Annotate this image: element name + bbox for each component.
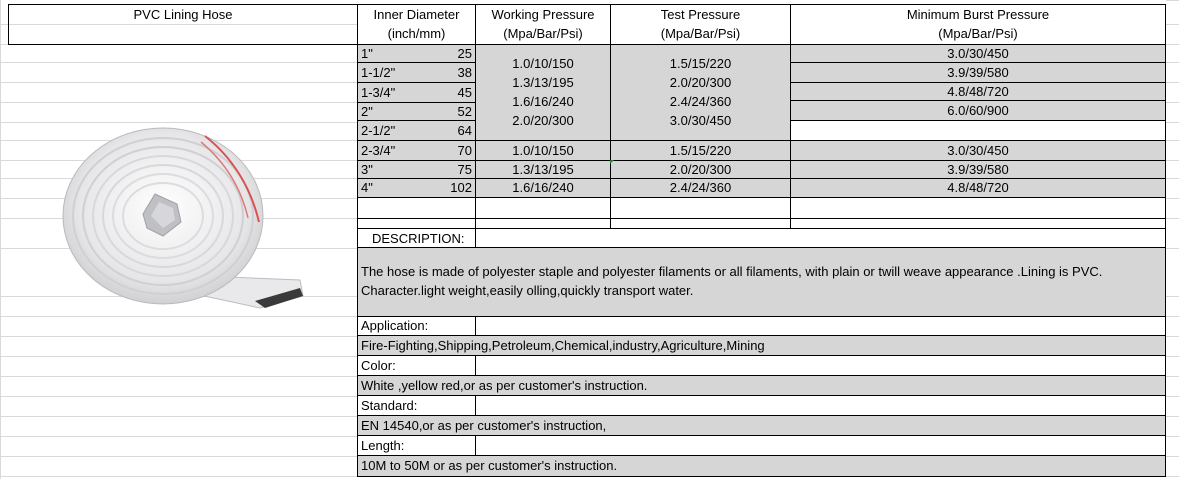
size-mm: 64 [457, 123, 472, 138]
test-pressure-cell: 1.5/15/220 [669, 143, 732, 158]
test-pressure-group-1: 1.5/15/220 2.0/20/300 2.4/24/360 3.0/30/450 [669, 56, 732, 128]
working-pressure-group-1: 1.0/10/150 1.3/13/195 1.6/16/240 2.0/20/300 [512, 56, 574, 128]
header-working-pressure: Working Pressure (Mpa/Bar/Psi) [491, 7, 595, 41]
burst-pressure-cell: 3.9/39/580 [947, 162, 1009, 177]
working-pressure-cell: 1.0/10/150 [512, 143, 574, 158]
burst-pressure-cell: 6.0/60/900 [947, 103, 1009, 118]
application-value: Fire-Fighting,Shipping,Petroleum,Chemical,industry,Agriculture,Mining [361, 338, 765, 353]
size-mm: 38 [457, 65, 472, 80]
length-label: Length: [361, 438, 405, 453]
size-mm: 70 [457, 143, 472, 158]
standard-value: EN 14540,or as per customer's instruction, [361, 418, 607, 433]
application-label: Application: [361, 318, 429, 333]
working-pressure-cell: 1.6/16/240 [512, 180, 574, 195]
size-mm: 45 [457, 85, 472, 100]
size-mm: 75 [457, 162, 472, 177]
description-text: The hose is made of polyester staple and polyester filaments or all filaments, with plain or twill weave appearance .Lining is PVC. Character.light weight,easily olling,quickly transport water. [361, 264, 1103, 298]
burst-pressure-cell: 4.8/48/720 [947, 84, 1009, 99]
standard-label: Standard: [361, 398, 418, 413]
size-inch: 1" [361, 46, 373, 61]
burst-pressure-cell: 3.0/30/450 [947, 143, 1009, 158]
test-pressure-cell: 2.4/24/360 [669, 180, 732, 195]
header-inner-diameter: Inner Diameter (inch/mm) [373, 7, 460, 41]
test-pressure-cell: 2.0/20/300 [669, 162, 732, 177]
working-pressure-cell: 1.3/13/195 [512, 162, 574, 177]
burst-pressure-cell: 3.9/39/580 [947, 65, 1009, 80]
hose-roll-icon [55, 118, 310, 318]
size-inch: 4" [361, 180, 373, 195]
size-inch: 3" [361, 162, 373, 177]
burst-pressure-cell: 4.8/48/720 [947, 180, 1009, 195]
size-inch: 1-3/4" [361, 85, 396, 100]
header-burst-pressure: Minimum Burst Pressure (Mpa/Bar/Psi) [906, 7, 1050, 41]
length-value: 10M to 50M or as per customer's instruction. [361, 458, 618, 473]
size-mm: 102 [450, 180, 472, 195]
color-value: White ,yellow red,or as per customer's instruction. [361, 378, 648, 393]
header-test-pressure: Test Pressure (Mpa/Bar/Psi) [660, 7, 741, 41]
description-label: DESCRIPTION: [372, 231, 465, 246]
color-label: Color: [361, 358, 396, 373]
product-title: PVC Lining Hose [133, 7, 233, 22]
size-inch: 2-1/2" [361, 123, 396, 138]
size-inch: 1-1/2" [361, 65, 396, 80]
size-inch: 2-3/4" [361, 143, 396, 158]
size-mm: 25 [457, 46, 472, 61]
size-inch: 2" [361, 104, 373, 119]
burst-pressure-cell [791, 121, 1165, 140]
burst-pressure-cell: 3.0/30/450 [947, 46, 1009, 61]
size-mm: 52 [457, 104, 472, 119]
hose-image [55, 118, 310, 318]
